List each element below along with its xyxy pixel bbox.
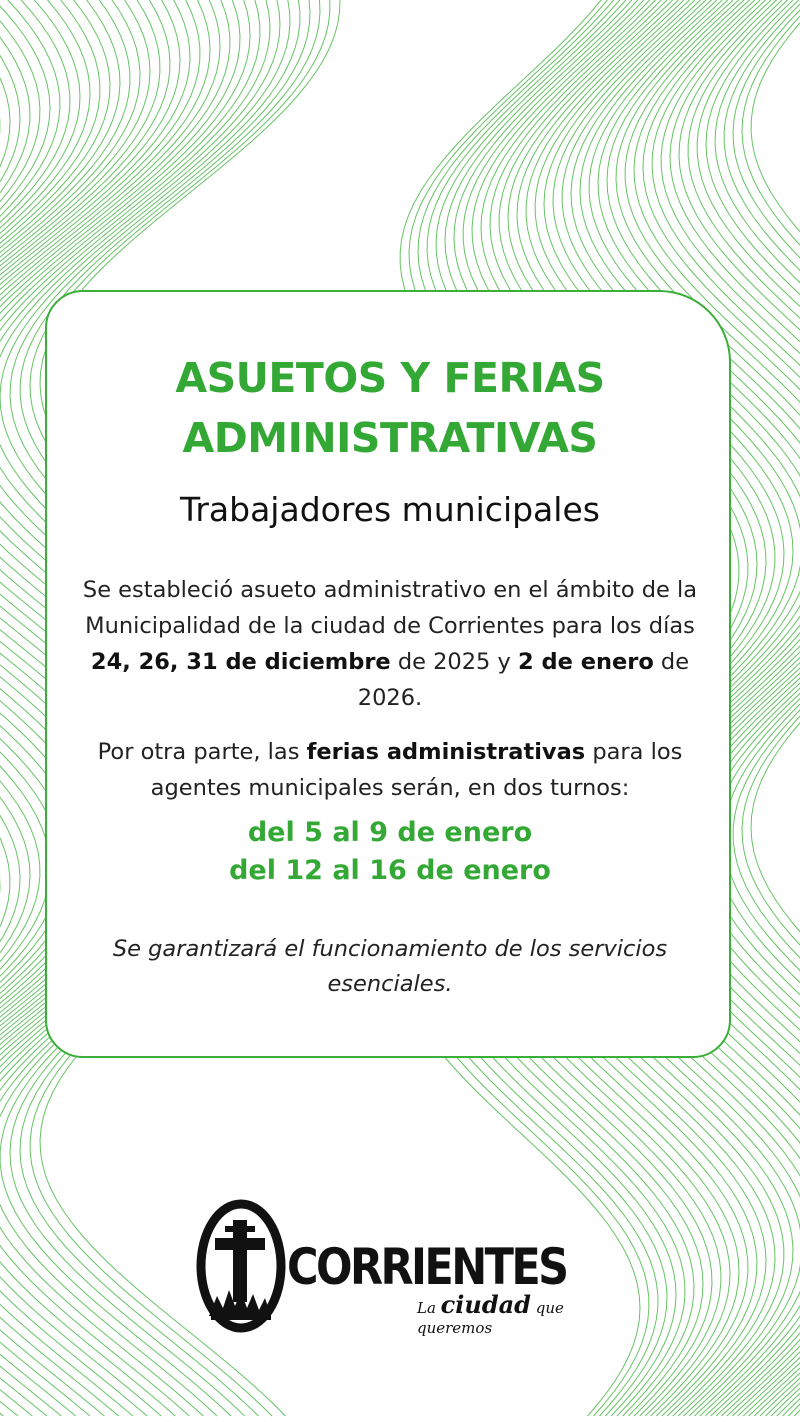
wave-line	[0, 0, 50, 1416]
title-line-1: ASUETOS Y FERIAS	[175, 354, 605, 402]
turn-1-dates: del 5 al 9 de enero	[247, 817, 533, 848]
logo-slogan: La ciudad que queremos	[417, 1290, 564, 1337]
corrientes-logo	[195, 1198, 615, 1338]
paragraph-asueto: Se estableció asueto administrativo en el ámbito de la Municipalidad de la ciudad de Corrientes para los días 24, 26, 31 de diciembre de 2025 y 2 de enero de 2026.	[82, 577, 698, 711]
paragraph-ferias: Por otra parte, las ferias administrativas para los agentes municipales serán, en dos turnos:	[97, 739, 683, 801]
turn-2-dates: del 12 al 16 de enero	[229, 855, 551, 886]
subtitle: Trabajadores municipales	[180, 490, 600, 529]
wave-line	[0, 0, 40, 1416]
logo-name: CORRIENTES	[287, 1238, 567, 1296]
essential-services-note: Se garantizará el funcionamiento de los servicios esenciales.	[112, 936, 668, 997]
title-line-2: ADMINISTRATIVAS	[182, 414, 598, 462]
announcement-card	[45, 290, 731, 1058]
wave-line	[0, 0, 30, 1416]
cross-emblem-icon	[195, 1198, 291, 1338]
